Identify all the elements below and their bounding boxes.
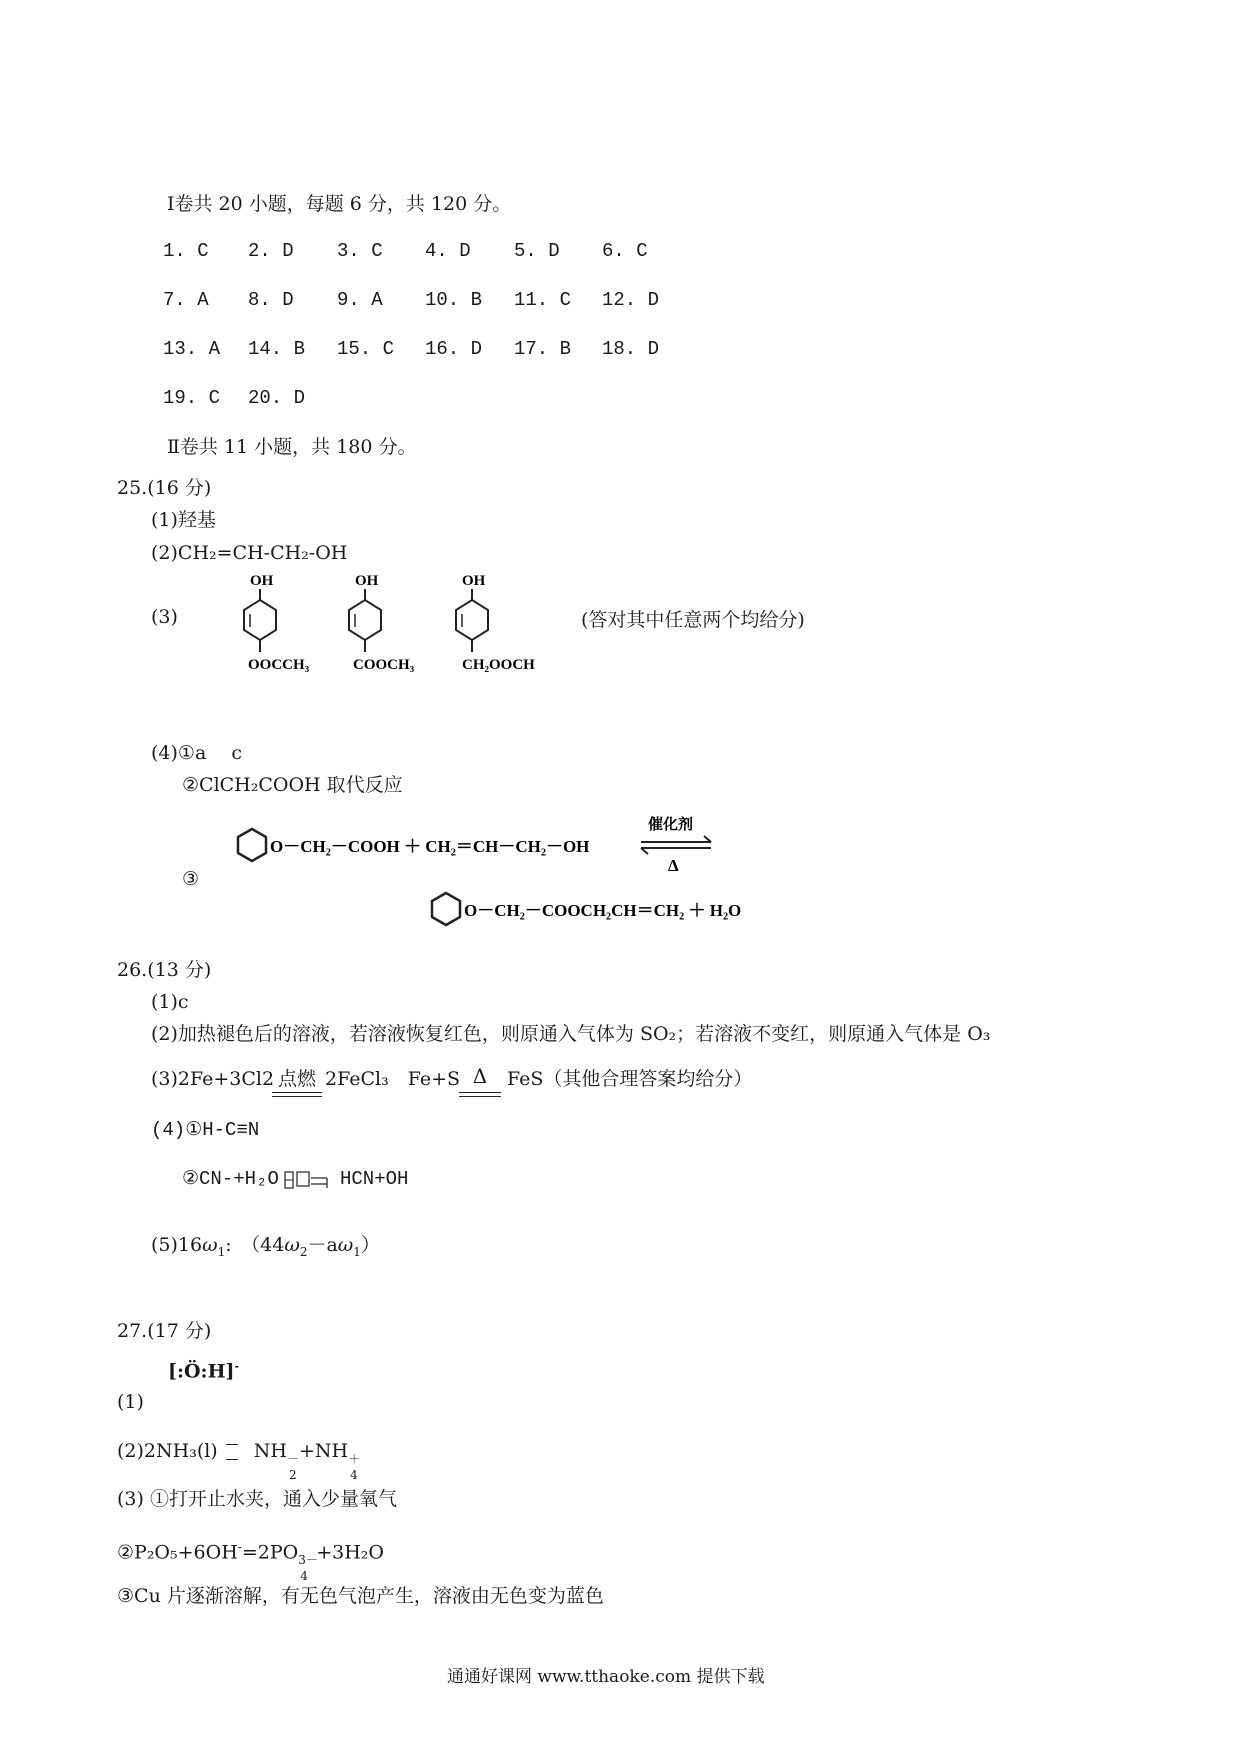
answer-item: 18. D <box>602 338 660 360</box>
answer-item: 6. C <box>602 240 648 262</box>
q27-title: 27.(17 分) <box>117 1320 212 1342</box>
q26-title: 26.(13 分) <box>117 959 212 981</box>
answer-item: 16. D <box>425 338 483 360</box>
answer-item: 13. A <box>163 338 221 360</box>
q25-answer-4-3-label: ③ <box>182 868 200 890</box>
equation-right: O－CH₂－COOCH₂CH＝CH₂ ＋ H₂O <box>464 901 742 920</box>
q27-answer-2: (2)2NH₃(l) NH － 2 +NH ＋ 4 <box>117 1440 361 1482</box>
page-footer: 通通好课网 www.tthaoke.com 提供下载 <box>447 1667 765 1687</box>
catalyst-label: 催化剂 <box>648 817 694 833</box>
q26-answer-4-2b: HCN+OH <box>340 1168 409 1190</box>
q25-title: 25.(16 分) <box>117 477 212 499</box>
substituent-label: CH₂OOCH <box>462 657 535 673</box>
heat-label: Δ <box>668 856 679 875</box>
double-line <box>459 1092 501 1097</box>
answer-item: 8. D <box>248 289 294 311</box>
q25-answer-3-label: (3) <box>151 606 178 628</box>
answer-item: 11. C <box>514 289 572 311</box>
answer-item: 1. C <box>163 240 209 262</box>
part1-intro: Ⅰ卷共 20 小题，每题 6 分，共 120 分。 <box>167 193 512 215</box>
equilibrium-icon <box>226 1444 238 1460</box>
hydroxide-electron-structure: [:Ö:H]- <box>168 1360 240 1383</box>
answer-item: 19. C <box>163 387 221 409</box>
q26-answer-3c: FeS（其他合理答案均给分） <box>507 1068 753 1090</box>
equation-left: O－CH₂－COOH ＋ CH₂＝CH－CH₂－OH <box>270 837 590 856</box>
esterification-equation <box>228 815 828 935</box>
answer-item: 12. D <box>602 289 660 311</box>
condition-heat: Δ <box>472 1064 488 1088</box>
q26-answer-1: (1)c <box>151 991 189 1013</box>
answer-item: 20. D <box>248 387 306 409</box>
q26-answer-2: (2)加热褪色后的溶液，若溶液恢复红色，则原通入气体为 SO₂；若溶液不变红，则原通入气体是 O₃ <box>151 1023 991 1045</box>
q27-answer-3-3: ③Cu 片逐渐溶解，有无色气泡产生，溶液由无色变为蓝色 <box>117 1585 604 1607</box>
q25-answer-4-2: ②ClCH₂COOH 取代反应 <box>182 774 403 796</box>
phenol-structure-3 <box>438 572 558 692</box>
answer-item: 14. B <box>248 338 306 360</box>
q26-answer-3a: (3)2Fe+3Cl2 <box>151 1068 275 1090</box>
q27-answer-1: (1) <box>117 1391 144 1413</box>
answer-item: 2. D <box>248 240 294 262</box>
q27-answer-3-2: ②P₂O₅+6OH-=2PO 3－ 4 +3H₂O <box>117 1540 385 1584</box>
substituent-label: COOCH₃ <box>353 657 415 673</box>
substituent-label: OOCCH₃ <box>248 657 310 673</box>
answer-item: 3. C <box>337 240 383 262</box>
q26-answer-3b: 2FeCl₃ Fe+S <box>325 1068 461 1090</box>
q25-answer-3-note: (答对其中任意两个均给分) <box>581 609 805 631</box>
q26-answer-4-1: (4)①H-C≡N <box>151 1119 260 1141</box>
answer-item: 4. D <box>425 240 471 262</box>
double-line <box>272 1092 322 1097</box>
answer-item: 7. A <box>163 289 209 311</box>
q26-answer-5: $(5)16\omega_1$: $(44\omega_2-a\omega_1)$ <box>151 1234 380 1259</box>
answer-item: 17. B <box>514 338 572 360</box>
condition-ignite: 点燃 <box>277 1068 316 1090</box>
oh-label: OH <box>355 573 379 589</box>
phenol-structure-2 <box>333 572 433 692</box>
q25-answer-4-1: (4)①a c <box>151 742 242 764</box>
oh-label: OH <box>462 573 486 589</box>
phenol-structure-1 <box>228 572 328 692</box>
q26-answer-4-2: ②CN-+H₂O <box>182 1168 279 1190</box>
part2-intro: Ⅱ卷共 11 小题，共 180 分。 <box>167 436 417 458</box>
reversible-arrow <box>283 1170 333 1190</box>
q27-answer-3-1: (3) ①打开止水夹，通入少量氧气 <box>117 1488 397 1510</box>
answer-item: 9. A <box>337 289 383 311</box>
answer-item: 5. D <box>514 240 560 262</box>
oh-label: OH <box>250 573 274 589</box>
q25-answer-1: (1)羟基 <box>151 509 216 531</box>
answer-item: 15. C <box>337 338 395 360</box>
q25-answer-2: (2)CH₂=CH-CH₂-OH <box>151 542 348 564</box>
answer-item: 10. B <box>425 289 483 311</box>
